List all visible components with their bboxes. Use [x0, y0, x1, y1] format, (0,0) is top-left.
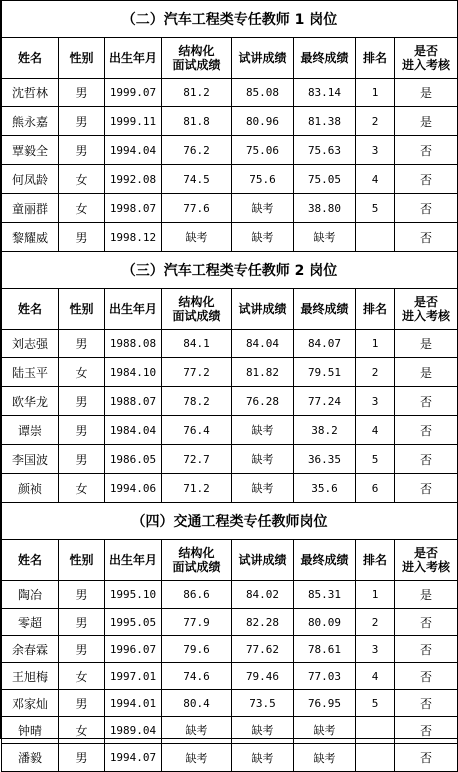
final-score-cell: 缺考 [294, 717, 356, 744]
advance-cell: 否 [395, 636, 458, 663]
gender-cell: 男 [59, 223, 105, 252]
final-score-cell: 38.80 [294, 194, 356, 223]
lecture-score-cell: 缺考 [232, 416, 294, 445]
rank-cell: 3 [356, 636, 395, 663]
rank-cell: 3 [356, 136, 395, 165]
name-cell: 钟晴 [2, 717, 59, 744]
rank-cell: 4 [356, 416, 395, 445]
table-row [2, 387, 458, 416]
interview-score-cell: 77.9 [162, 609, 232, 636]
column-header: 最终成绩 [294, 540, 356, 581]
interview-score-cell: 80.4 [162, 690, 232, 717]
lecture-score-cell: 缺考 [232, 474, 294, 503]
table-row [2, 165, 458, 194]
advance-cell: 否 [395, 194, 458, 223]
birth-cell: 1988.07 [105, 387, 162, 416]
rank-cell: 5 [356, 690, 395, 717]
name-cell: 陆玉平 [2, 358, 59, 387]
name-cell: 何凤龄 [2, 165, 59, 194]
name-cell: 覃毅全 [2, 136, 59, 165]
column-header: 结构化 面试成绩 [162, 38, 232, 79]
rank-cell [356, 744, 395, 772]
birth-cell: 1999.07 [105, 79, 162, 107]
column-header: 姓名 [2, 38, 59, 79]
birth-cell: 1994.04 [105, 136, 162, 165]
table-row [2, 636, 458, 663]
birth-cell: 1988.08 [105, 330, 162, 358]
interview-score-cell: 缺考 [162, 223, 232, 252]
rank-cell: 4 [356, 165, 395, 194]
section-title: （三）汽车工程类专任教师 2 岗位 [2, 252, 458, 289]
final-score-cell: 75.05 [294, 165, 356, 194]
advance-cell: 是 [395, 330, 458, 358]
lecture-score-cell: 80.96 [232, 107, 294, 136]
gender-cell: 女 [59, 663, 105, 690]
gender-cell: 男 [59, 636, 105, 663]
advance-cell: 否 [395, 445, 458, 474]
interview-score-cell: 71.2 [162, 474, 232, 503]
birth-cell: 1999.11 [105, 107, 162, 136]
lecture-score-cell: 84.02 [232, 581, 294, 609]
table-row [2, 79, 458, 107]
column-header: 排名 [356, 38, 395, 79]
column-header: 出生年月 [105, 540, 162, 581]
interview-score-cell: 72.7 [162, 445, 232, 474]
table-row [2, 136, 458, 165]
name-cell: 李国波 [2, 445, 59, 474]
table-row [2, 445, 458, 474]
birth-cell: 1996.07 [105, 636, 162, 663]
rank-cell: 3 [356, 387, 395, 416]
interview-score-cell: 76.2 [162, 136, 232, 165]
lecture-score-cell: 81.82 [232, 358, 294, 387]
gender-cell: 男 [59, 387, 105, 416]
rank-cell: 2 [356, 609, 395, 636]
final-score-cell: 77.03 [294, 663, 356, 690]
advance-cell: 否 [395, 136, 458, 165]
advance-cell: 否 [395, 165, 458, 194]
lecture-score-cell: 73.5 [232, 690, 294, 717]
advance-cell: 是 [395, 107, 458, 136]
advance-cell: 否 [395, 609, 458, 636]
table-row [2, 107, 458, 136]
gender-cell: 女 [59, 165, 105, 194]
final-score-cell: 81.38 [294, 107, 356, 136]
table-row [2, 690, 458, 717]
final-score-cell: 77.24 [294, 387, 356, 416]
interview-score-cell: 缺考 [162, 717, 232, 744]
lecture-score-cell: 79.46 [232, 663, 294, 690]
table-row [2, 416, 458, 445]
gender-cell: 男 [59, 79, 105, 107]
interview-score-cell: 81.8 [162, 107, 232, 136]
rank-cell: 6 [356, 474, 395, 503]
lecture-score-cell: 77.62 [232, 636, 294, 663]
column-header: 结构化 面试成绩 [162, 289, 232, 330]
section-title-row [2, 503, 458, 540]
name-cell: 谭崇 [2, 416, 59, 445]
interview-score-cell: 78.2 [162, 387, 232, 416]
lecture-score-cell: 缺考 [232, 445, 294, 474]
advance-cell: 否 [395, 744, 458, 772]
table-row [2, 609, 458, 636]
section-title: （二）汽车工程类专任教师 1 岗位 [2, 1, 458, 38]
final-score-cell: 缺考 [294, 223, 356, 252]
section-title-row [2, 1, 458, 38]
table-row [2, 330, 458, 358]
interview-score-cell: 缺考 [162, 744, 232, 772]
lecture-score-cell: 75.06 [232, 136, 294, 165]
header-row [2, 289, 458, 330]
name-cell: 邓家灿 [2, 690, 59, 717]
interview-score-cell: 81.2 [162, 79, 232, 107]
column-header: 性别 [59, 540, 105, 581]
birth-cell: 1998.12 [105, 223, 162, 252]
birth-cell: 1994.06 [105, 474, 162, 503]
table-row [2, 223, 458, 252]
table-row [2, 663, 458, 690]
advance-cell: 否 [395, 690, 458, 717]
interview-score-cell: 74.5 [162, 165, 232, 194]
lecture-score-cell: 85.08 [232, 79, 294, 107]
final-score-cell: 79.51 [294, 358, 356, 387]
table-row [2, 194, 458, 223]
gender-cell: 男 [59, 744, 105, 772]
column-header: 性别 [59, 289, 105, 330]
final-score-cell: 缺考 [294, 744, 356, 772]
column-header: 试讲成绩 [232, 540, 294, 581]
table-row [2, 744, 458, 772]
column-header: 排名 [356, 289, 395, 330]
results-table [1, 0, 458, 772]
header-row [2, 38, 458, 79]
rank-cell: 4 [356, 663, 395, 690]
advance-cell: 是 [395, 358, 458, 387]
birth-cell: 1997.01 [105, 663, 162, 690]
name-cell: 余春霖 [2, 636, 59, 663]
rank-cell: 2 [356, 107, 395, 136]
final-score-cell: 36.35 [294, 445, 356, 474]
lecture-score-cell: 84.04 [232, 330, 294, 358]
interview-score-cell: 77.6 [162, 194, 232, 223]
name-cell: 熊永嘉 [2, 107, 59, 136]
table-row [2, 474, 458, 503]
final-score-cell: 84.07 [294, 330, 356, 358]
advance-cell: 否 [395, 223, 458, 252]
birth-cell: 1994.01 [105, 690, 162, 717]
column-header: 性别 [59, 38, 105, 79]
column-header: 出生年月 [105, 289, 162, 330]
name-cell: 零超 [2, 609, 59, 636]
lecture-score-cell: 缺考 [232, 717, 294, 744]
section-title: （四）交通工程类专任教师岗位 [2, 503, 458, 540]
lecture-score-cell: 82.28 [232, 609, 294, 636]
gender-cell: 男 [59, 690, 105, 717]
name-cell: 潘毅 [2, 744, 59, 772]
birth-cell: 1998.07 [105, 194, 162, 223]
interview-score-cell: 84.1 [162, 330, 232, 358]
advance-cell: 是 [395, 79, 458, 107]
advance-cell: 否 [395, 717, 458, 744]
rank-cell: 2 [356, 358, 395, 387]
results-table-body [2, 1, 458, 772]
lecture-score-cell: 缺考 [232, 194, 294, 223]
birth-cell: 1995.10 [105, 581, 162, 609]
final-score-cell: 76.95 [294, 690, 356, 717]
final-score-cell: 35.6 [294, 474, 356, 503]
rank-cell [356, 223, 395, 252]
birth-cell: 1984.10 [105, 358, 162, 387]
interview-score-cell: 76.4 [162, 416, 232, 445]
final-score-cell: 83.14 [294, 79, 356, 107]
advance-cell: 否 [395, 387, 458, 416]
final-score-cell: 80.09 [294, 609, 356, 636]
rank-cell: 5 [356, 194, 395, 223]
column-header: 是否 进入考核 [395, 289, 458, 330]
column-header: 排名 [356, 540, 395, 581]
column-header: 最终成绩 [294, 289, 356, 330]
name-cell: 欧华龙 [2, 387, 59, 416]
column-header: 是否 进入考核 [395, 540, 458, 581]
lecture-score-cell: 缺考 [232, 223, 294, 252]
interview-score-cell: 79.6 [162, 636, 232, 663]
advance-cell: 否 [395, 416, 458, 445]
column-header: 是否 进入考核 [395, 38, 458, 79]
gender-cell: 女 [59, 194, 105, 223]
column-header: 结构化 面试成绩 [162, 540, 232, 581]
column-header: 最终成绩 [294, 38, 356, 79]
final-score-cell: 85.31 [294, 581, 356, 609]
advance-cell: 否 [395, 474, 458, 503]
birth-cell: 1992.08 [105, 165, 162, 194]
rank-cell: 1 [356, 581, 395, 609]
birth-cell: 1986.05 [105, 445, 162, 474]
birth-cell: 1984.04 [105, 416, 162, 445]
interview-score-cell: 86.6 [162, 581, 232, 609]
birth-cell: 1995.05 [105, 609, 162, 636]
interview-score-cell: 74.6 [162, 663, 232, 690]
advance-cell: 是 [395, 581, 458, 609]
gender-cell: 男 [59, 581, 105, 609]
column-header: 姓名 [2, 540, 59, 581]
name-cell: 黎耀威 [2, 223, 59, 252]
column-header: 姓名 [2, 289, 59, 330]
rank-cell [356, 717, 395, 744]
gender-cell: 男 [59, 136, 105, 165]
final-score-cell: 78.61 [294, 636, 356, 663]
interview-score-cell: 77.2 [162, 358, 232, 387]
name-cell: 刘志强 [2, 330, 59, 358]
birth-cell: 1989.04 [105, 717, 162, 744]
table-row [2, 581, 458, 609]
name-cell: 沈哲林 [2, 79, 59, 107]
birth-cell: 1994.07 [105, 744, 162, 772]
column-header: 试讲成绩 [232, 289, 294, 330]
gender-cell: 女 [59, 474, 105, 503]
final-score-cell: 38.2 [294, 416, 356, 445]
gender-cell: 女 [59, 717, 105, 744]
name-cell: 王旭梅 [2, 663, 59, 690]
final-score-cell: 75.63 [294, 136, 356, 165]
gender-cell: 男 [59, 609, 105, 636]
rank-cell: 1 [356, 79, 395, 107]
rank-cell: 5 [356, 445, 395, 474]
gender-cell: 男 [59, 416, 105, 445]
column-header: 出生年月 [105, 38, 162, 79]
gender-cell: 男 [59, 107, 105, 136]
rank-cell: 1 [356, 330, 395, 358]
table-row [2, 717, 458, 744]
table-row [2, 358, 458, 387]
gender-cell: 男 [59, 445, 105, 474]
header-row [2, 540, 458, 581]
name-cell: 童丽群 [2, 194, 59, 223]
gender-cell: 男 [59, 330, 105, 358]
lecture-score-cell: 76.28 [232, 387, 294, 416]
name-cell: 颜祯 [2, 474, 59, 503]
lecture-score-cell: 缺考 [232, 744, 294, 772]
gender-cell: 女 [59, 358, 105, 387]
column-header: 试讲成绩 [232, 38, 294, 79]
name-cell: 陶冶 [2, 581, 59, 609]
lecture-score-cell: 75.6 [232, 165, 294, 194]
advance-cell: 否 [395, 663, 458, 690]
section-title-row [2, 252, 458, 289]
